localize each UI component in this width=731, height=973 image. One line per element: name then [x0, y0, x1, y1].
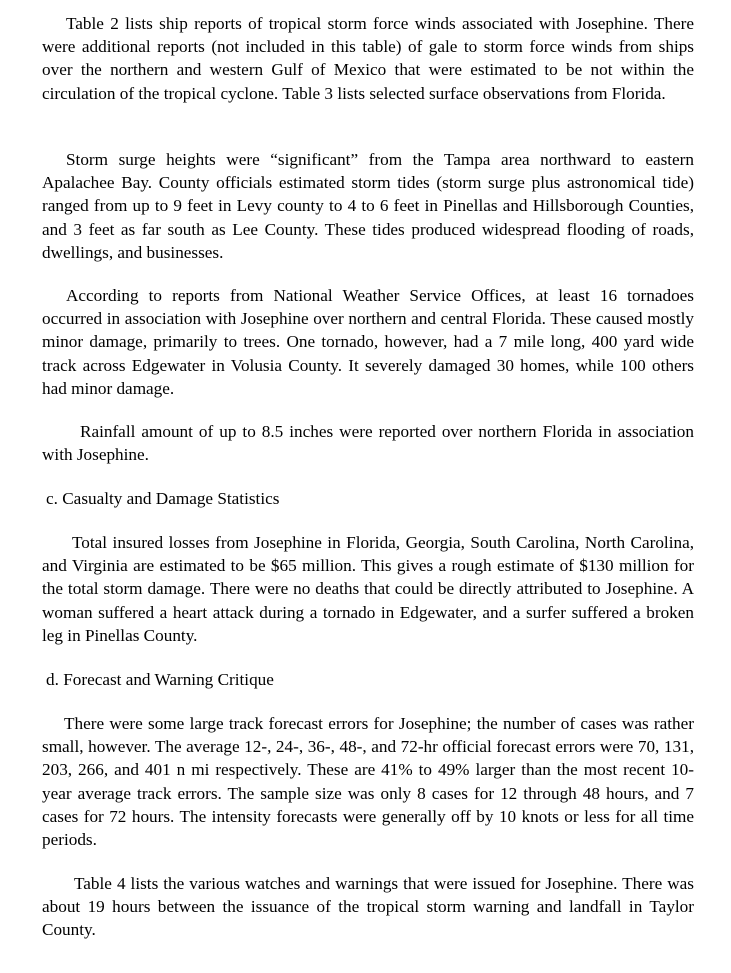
paragraph-storm-surge: Storm surge heights were “significant” from the Tampa area northward to eastern Apalachee Bay. County officials estimated storm tides (storm surge plus astronomical tide) ranged from up to 9 feet in Levy county to 4 to 6 feet in Pinellas and Hillsborough Counties, and 3 feet as far south as Lee County. These tides produced widespread flooding of roads, dwellings, and businesses. [42, 150, 694, 262]
paragraph-watches-warnings: Table 4 lists the various watches and warnings that were issued for Josephine. There was about 19 hours between the issuance of the tropical storm warning and landfall in Taylor County. [42, 874, 694, 940]
paragraph-insured-losses: Total insured losses from Josephine in Florida, Georgia, South Carolina, North Carolina, and Virginia are estimated to be $65 million. This gives a rough estimate of $130 million for the total storm damage. There were no deaths that could be directly attributed to Josephine. A woman suffered a heart attack during a tornado in Edgewater, and a surfer suffered a broken leg in Pinellas County. [42, 533, 694, 645]
paragraph-rainfall: Rainfall amount of up to 8.5 inches were reported over northern Florida in association with Josephine. [42, 422, 694, 465]
heading-casualty-damage: c. Casualty and Damage Statistics [46, 489, 280, 508]
heading-forecast-critique: d. Forecast and Warning Critique [46, 670, 274, 689]
paragraph-ship-reports: Table 2 lists ship reports of tropical storm force winds associated with Josephine. There were additional reports (not included in this table) of gale to storm force winds from ships over the northern and western Gulf of Mexico that were estimated to be not within the circulation of the tropical cyclone. Table 3 lists selected surface observations from Florida. [42, 14, 694, 103]
paragraph-forecast-errors: There were some large track forecast errors for Josephine; the number of cases was rather small, however. The average 12-, 24-, 36-, 48-, and 72-hr official forecast errors were 70, 131, 203, 266, and 401 n mi respectively. These are 41% to 49% larger than the most recent 10-year average track errors. The sample size was only 8 cases for 12 through 48 hours, and 7 cases for 72 hours. The intensity forecasts were generally off by 10 knots or less for all time periods. [42, 714, 694, 850]
paragraph-tornadoes: According to reports from National Weather Service Offices, at least 16 tornadoes occurred in association with Josephine over northern and central Florida. These caused mostly minor damage, primarily to trees. One tornado, however, had a 7 mile long, 400 yard wide track across Edgewater in Volusia County. It severely damaged 30 homes, while 100 others had minor damage. [42, 286, 694, 398]
